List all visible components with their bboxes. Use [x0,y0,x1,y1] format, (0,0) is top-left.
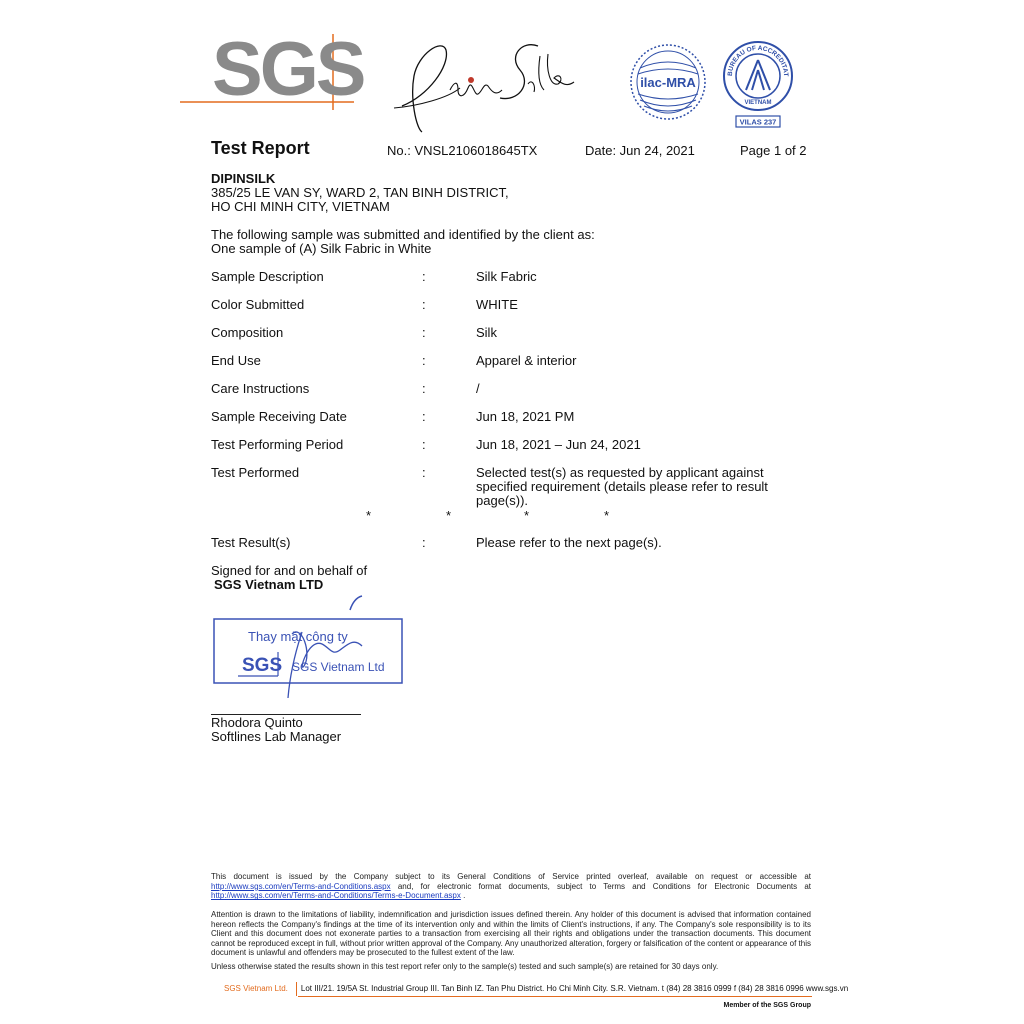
footer-liability: Attention is drawn to the limitations of liability, indemnification and jurisdiction issues defined therein. Any holder of this document is advised that information contained hereon reflects the Company's findings at the time of its intervention only and within the limits of Client's instructions, if any. The Company's sole responsibility is to its Client and this document does not exonerate parties to a transaction from exercising all their rights and obligations under the transaction documents. This document cannot be reproduced except in full, without prior written approval of the Company. Any unauthorized alteration, forgery or falsification of the content or appearance of this document is unlawful and offenders may be prosecuted to the fullest extent of the law. [211,910,811,958]
separator-star: * [446,508,452,523]
field-label: Sample Description [211,269,324,284]
field-colon: : [422,353,426,368]
separator-star: * [524,508,530,523]
footer-address-text: Lot III/21. 19/5A St. Industrial Group III. Tan Binh IZ. Tan Phu District. Ho Chi Minh City. S.R. Vietnam. t (84) 28 3816 0999 f (84) 28 3816 0996 www.sgs.vn [300,984,849,994]
field-colon: : [422,409,426,424]
separator-star: * [366,508,372,523]
field-value: Selected test(s) as requested by applicant against specified requirement (details please refer to result page(s)). [476,465,768,508]
field-colon: : [422,297,426,312]
boa-code: VILAS 237 [739,117,777,127]
footer-company: SGS Vietnam Ltd. [224,984,288,994]
field-label: Sample Receiving Date [211,409,347,424]
page-indicator: Page 1 of 2 [740,143,807,158]
signed-for-text: Signed for and on behalf of [211,563,368,578]
signer-block [211,716,341,744]
boa-ring-text: BUREAU OF ACCREDITAT [726,44,790,77]
client-block [211,172,509,214]
stamp-line1: Thay mặt công ty [248,629,348,644]
stamp-sgs-logo: SGS [242,655,283,676]
sample-intro [211,228,595,256]
footer-terms [211,872,811,901]
field-label: End Use [211,353,261,368]
footer-divider [296,982,297,996]
field-label: Care Instructions [211,381,310,396]
report-date: Date: Jun 24, 2021 [585,143,695,158]
e-document-terms-link[interactable]: http://www.sgs.com/en/Terms-and-Conditions/Terms-e-Document.aspx [211,891,461,901]
intro-line1: The following sample was submitted and identified by the client as: [211,227,595,242]
client-address-line1: 385/25 LE VAN SY, WARD 2, TAN BINH DISTRICT, [211,185,509,200]
field-colon: : [422,437,426,452]
footer-rule [298,996,812,997]
client-address-line2: HO CHI MINH CITY, VIETNAM [211,199,390,214]
signing-organization: SGS Vietnam LTD [214,577,324,592]
member-of-group: Member of the SGS Group [723,1002,811,1009]
signed-on-behalf [211,564,367,592]
separator-star: * [604,508,610,523]
field-label: Composition [211,325,284,340]
field-label: Test Performing Period [211,437,344,452]
field-colon: : [422,465,426,480]
field-value: Apparel & interior [476,353,577,368]
field-label: Test Performed [211,465,300,480]
field-value: Jun 18, 2021 PM [476,409,575,424]
field-colon: : [422,269,426,284]
field-value: Silk [476,325,497,340]
footer-text: . [460,891,466,901]
ilac-text: ilac-MRA [640,75,696,90]
intro-line2: One sample of (A) Silk Fabric in White [211,241,432,256]
field-value: Jun 18, 2021 – Jun 24, 2021 [476,437,641,452]
sgs-logo-text: SGS [212,27,364,112]
field-value: WHITE [476,297,518,312]
field-label: Color Submitted [211,297,305,312]
company-stamp [212,594,407,700]
stamp-line2: SGS Vietnam Ltd [292,660,385,674]
boa-accreditation-logo [722,40,794,132]
field-colon: : [422,381,426,396]
footer-retention: Unless otherwise stated the results shown in this test report refer only to the sample(s) tested and such sample(s) are retained for 30 days only. [211,962,719,971]
field-colon: : [422,535,426,550]
signer-title: Softlines Lab Manager [211,729,342,744]
field-value: Silk Fabric [476,269,537,284]
terms-link[interactable]: http://www.sgs.com/en/Terms-and-Conditions.aspx [211,881,391,891]
client-name: DIPINSILK [211,171,276,186]
field-colon: : [422,325,426,340]
report-number: No.: VNSL2106018645TX [387,143,538,158]
field-label: Test Result(s) [211,535,291,550]
dipinsilk-signature-logo [388,36,588,136]
ilac-mra-logo [628,42,708,122]
field-value: / [476,381,480,396]
report-title: Test Report [211,138,310,158]
field-value: Please refer to the next page(s). [476,535,662,550]
footer-text: and, for electronic format documents, subject to Terms and Conditions for Electronic Documents at [390,881,811,891]
footer-text: This document is issued by the Company subject to its General Conditions of Service printed overleaf, available on request or accessible at [211,872,811,881]
footer-address [224,982,849,996]
signer-name: Rhodora Quinto [211,715,303,730]
boa-country: VIETNAM [744,100,772,106]
